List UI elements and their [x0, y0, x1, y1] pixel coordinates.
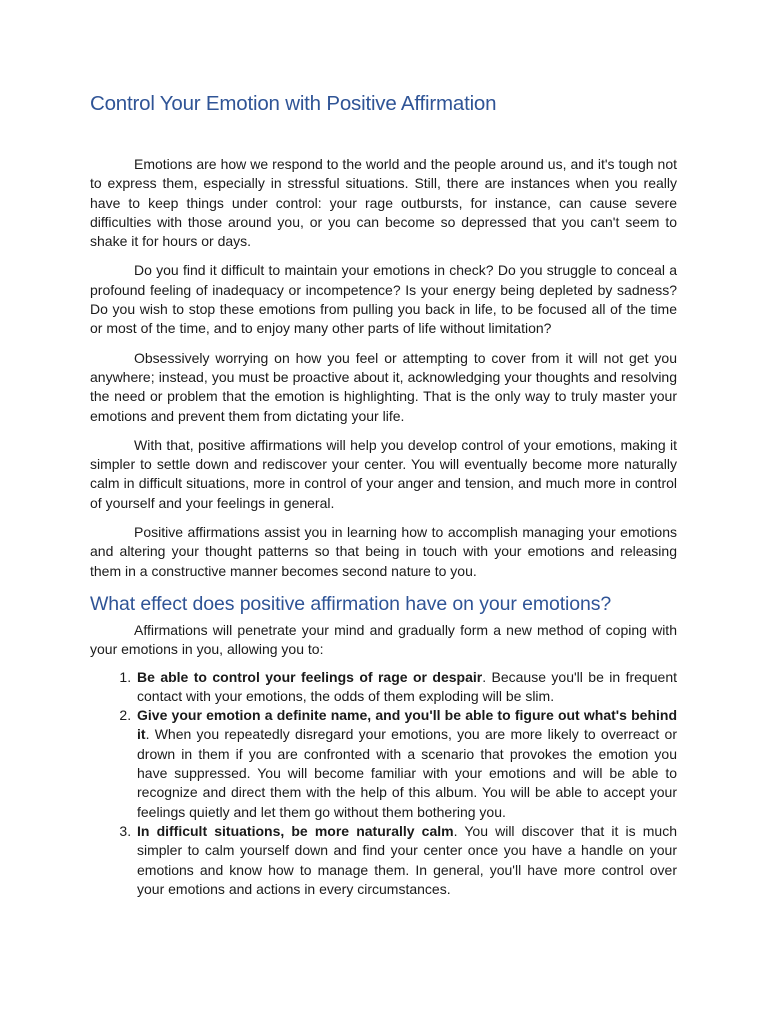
section-heading: What effect does positive affirmation have on your emotions?: [90, 592, 612, 615]
paragraph-1: Emotions are how we respond to the world and the people around us, and it's tough not to express them, especially in stressful situations. Still, there are instances when you really have to keep things under control: your rage outbursts, for instance, can cause severe difficulties with those around you, or you can become so depressed that you can't seem to shake it for hours or days.: [90, 156, 677, 250]
document-page: [90, 92, 677, 899]
list-item: [135, 668, 677, 707]
list-item-bold: Be able to control your feelings of rage or despair: [137, 668, 483, 685]
list-item: [135, 822, 677, 899]
paragraph-5: Positive affirmations assist you in learning how to accomplish managing your emotions and altering your thought patterns so that being in touch with your emotions and releasing them in a constructive manner becomes second nature to you.: [90, 524, 677, 579]
paragraph-2: Do you find it difficult to maintain your emotions in check? Do you struggle to conceal a profound feeling of inadequacy or incompetence? Is your energy being depleted by sadness? Do you wish to stop these emotions from pulling you back in life, to be focused all of the time or most of the time, and to enjoy many other parts of life without limitation?: [90, 262, 677, 337]
paragraph-3: Obsessively worrying on how you feel or attempting to cover from it will not get you anywhere; instead, you must be proactive about it, acknowledging your thoughts and resolving the need or problem that the emotion is highlighting. That is the only way to truly master your emotions and prevent them from dictating your life.: [90, 349, 677, 424]
paragraph-4: With that, positive affirmations will help you develop control of your emotions, making it simpler to settle down and rediscover your center. You will eventually become more naturally calm in difficult situations, more in control of your anger and tension, and much more in control of yourself and your feelings in general.: [90, 436, 677, 511]
list-item: [135, 706, 677, 822]
list-item-bold: In difficult situations, be more naturally calm: [137, 822, 454, 839]
list-item-text: . You will discover that it is much simpler to calm yourself down and find your center once you have a handle on your emotions and know how to manage them. In general, you'll have more control over your emotions and actions in every circumstances.: [137, 822, 678, 897]
list-item-text: . When you repeatedly disregard your emotions, you are more likely to overreact or drown in them if you are confronted with a scenario that provokes the emotion you have suppressed. You will become familiar with your emotions and will be able to recognize and direct them with the help of this album. You will be able to accept your feelings quietly and let them go without them bothering you.: [137, 726, 677, 820]
list-item-bold: Give your emotion a definite name, and you'll be able to figure out what's behind it: [137, 707, 677, 743]
list-item-text: . Because you'll be in frequent contact with your emotions, the odds of them exploding will be slim.: [137, 668, 677, 704]
affirmation-benefits-list: [90, 668, 677, 900]
section-intro: Affirmations will penetrate your mind and gradually form a new method of coping with your emotions in you, allowing you to:: [90, 621, 677, 658]
document-title: Control Your Emotion with Positive Affirmation: [90, 92, 497, 115]
